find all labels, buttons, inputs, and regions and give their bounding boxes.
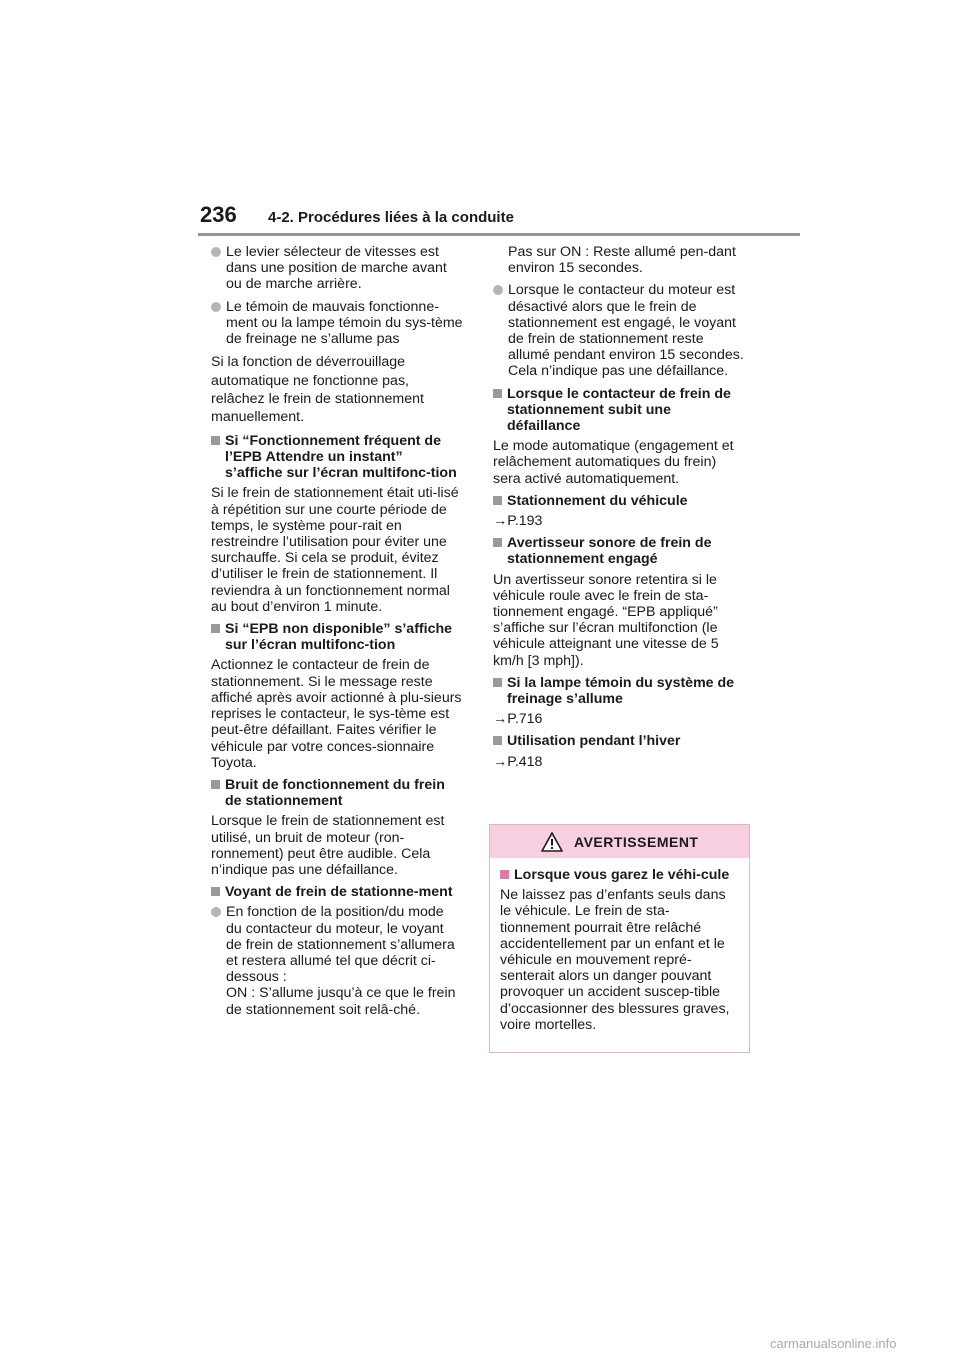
heading-text: Utilisation pendant l’hiver [507, 733, 681, 750]
bullet-dot-icon [211, 247, 221, 257]
page-reference[interactable]: →P.193 [493, 513, 543, 530]
square-bullet-icon [493, 496, 502, 505]
paragraph: Actionnez le contacteur de frein de stationnement. Si le message reste affiché après avoir actionné à plu-sieurs reprises le contacteur, le sys-tème est peut-être défaillant. Faites vérifier le véhicule par votre conces-sionnaire Toyota. [211, 657, 462, 771]
watermark: carmanualsonline.info [770, 1336, 897, 1351]
bullet-dot-icon [211, 302, 221, 312]
square-bullet-icon [493, 538, 502, 547]
left-column [211, 244, 463, 1024]
square-bullet-icon [211, 887, 220, 896]
bullet-text: En fonction de la position/du mode du contacteur du moteur, le voyant de frein de stationnement s’allumera et restera allumé tel que décrit ci-dessous : ON : S’allume jusqu’à ce que le frein de stationnement soit relâ-ché. [226, 904, 456, 1018]
heading-text: Lorsque le contacteur de frein de stationnement subit une défaillance [507, 385, 731, 435]
heading-text: Avertisseur sonore de frein de stationnement engagé [507, 535, 712, 568]
list-item [211, 904, 463, 1017]
section-heading [211, 621, 463, 653]
right-column [493, 244, 745, 776]
heading-text: Si la lampe témoin du système de freinage s’allume [507, 674, 735, 708]
page-reference[interactable]: →P.418 [493, 753, 543, 770]
page-reference[interactable]: →P.716 [493, 711, 543, 728]
square-bullet-icon [211, 780, 220, 789]
section-heading [493, 493, 745, 509]
page-header [198, 202, 800, 236]
bullet-text: Lorsque le contacteur du moteur est désactivé alors que le frein de stationnement est engagé, le voyant de frein de stationnement reste allumé pendant environ 15 secondes. Cela n’indique pas une défaillance. [508, 282, 744, 380]
paragraph: Le mode automatique (engagement et relâchement automatiques du frein) sera activé automatiquement. [493, 438, 734, 487]
section-title: 4-2. Procédures liées à la conduite [268, 209, 514, 226]
list-item [493, 282, 745, 379]
square-bullet-icon [211, 436, 220, 445]
square-bullet-icon [493, 389, 502, 398]
warning-text: Ne laissez pas d’enfants seuls dans le véhicule. Le frein de sta-tionnement pourrait être relâché accidentellement par un enfant et le véhicule en mouvement repré-senterait alors un danger pouvant provoquer un accident suscep-tible d’occasionner des blessures graves, voire mortelles. [500, 887, 730, 1033]
bullet-dot-icon [493, 285, 503, 295]
heading-text: Si “EPB non disponible” s’affiche sur l’écran multifonc-tion [225, 621, 453, 654]
continuation-text: Pas sur ON : Reste allumé pen-dant environ 15 secondes. [508, 244, 736, 277]
paragraph: Un avertisseur sonore retentira si le véhicule roule avec le frein de sta-tionnement engagé. “EPB appliqué” s’affiche sur l’écran multifonction (le véhicule atteignant une vitesse de 5 km/h [3 mph]). [493, 571, 719, 669]
square-bullet-icon [211, 624, 220, 633]
heading-text: Si “Fonctionnement fréquent de l’EPB Attendre un instant” s’affiche sur l’écran multifonc-tion [225, 432, 457, 482]
bullet-text: Le levier sélecteur de vitesses est dans une position de marche avant ou de marche arrière. [226, 244, 447, 293]
bullet-text: Le témoin de mauvais fonctionne-ment ou la lampe témoin du sys-tème de freinage ne s’allume pas [226, 298, 463, 348]
header-rule [198, 233, 800, 236]
section-heading [493, 675, 745, 707]
section-heading [493, 386, 745, 435]
paragraph: Lorsque le frein de stationnement est utilisé, un bruit de moteur (ron-ronnement) peut être audible. Cela n’indique pas une défaillance. [211, 813, 445, 878]
page-number: 236 [200, 202, 237, 227]
list-item [211, 244, 463, 293]
warning-heading [500, 867, 739, 883]
square-bullet-icon [493, 678, 502, 687]
section-heading [211, 433, 463, 482]
bullet-dot-icon [211, 907, 221, 917]
list-item [211, 299, 463, 348]
heading-text: Lorsque vous garez le véhi-cule [514, 867, 730, 883]
warning-header [490, 825, 749, 858]
section-heading [211, 884, 463, 900]
warning-body [490, 858, 749, 1033]
warning-label: AVERTISSEMENT [574, 834, 699, 850]
section-heading [493, 733, 745, 749]
heading-text: Voyant de frein de stationne-ment [225, 884, 453, 901]
section-heading [211, 777, 463, 809]
warning-triangle-icon [541, 832, 563, 852]
paragraph: Si le frein de stationnement était uti-lisé à répétition sur une courte période de temps, le système pour-rait en restreindre l’utilisation pour éviter une surchauffe. Si cela se produit, évitez d’utiliser le frein de stationnement. Il reviendra à un fonctionnement normal au bout d’environ 1 minute. [211, 485, 459, 615]
section-heading [493, 535, 745, 567]
heading-text: Bruit de fonctionnement du frein de stationnement [225, 776, 445, 810]
square-bullet-icon [500, 870, 509, 879]
paragraph: Si la fonction de déverrouillage automatique ne fonctionne pas, relâchez le frein de stationnement manuellement. [211, 354, 424, 426]
square-bullet-icon [493, 736, 502, 745]
warning-box [489, 824, 750, 1053]
heading-text: Stationnement du véhicule [507, 492, 688, 509]
